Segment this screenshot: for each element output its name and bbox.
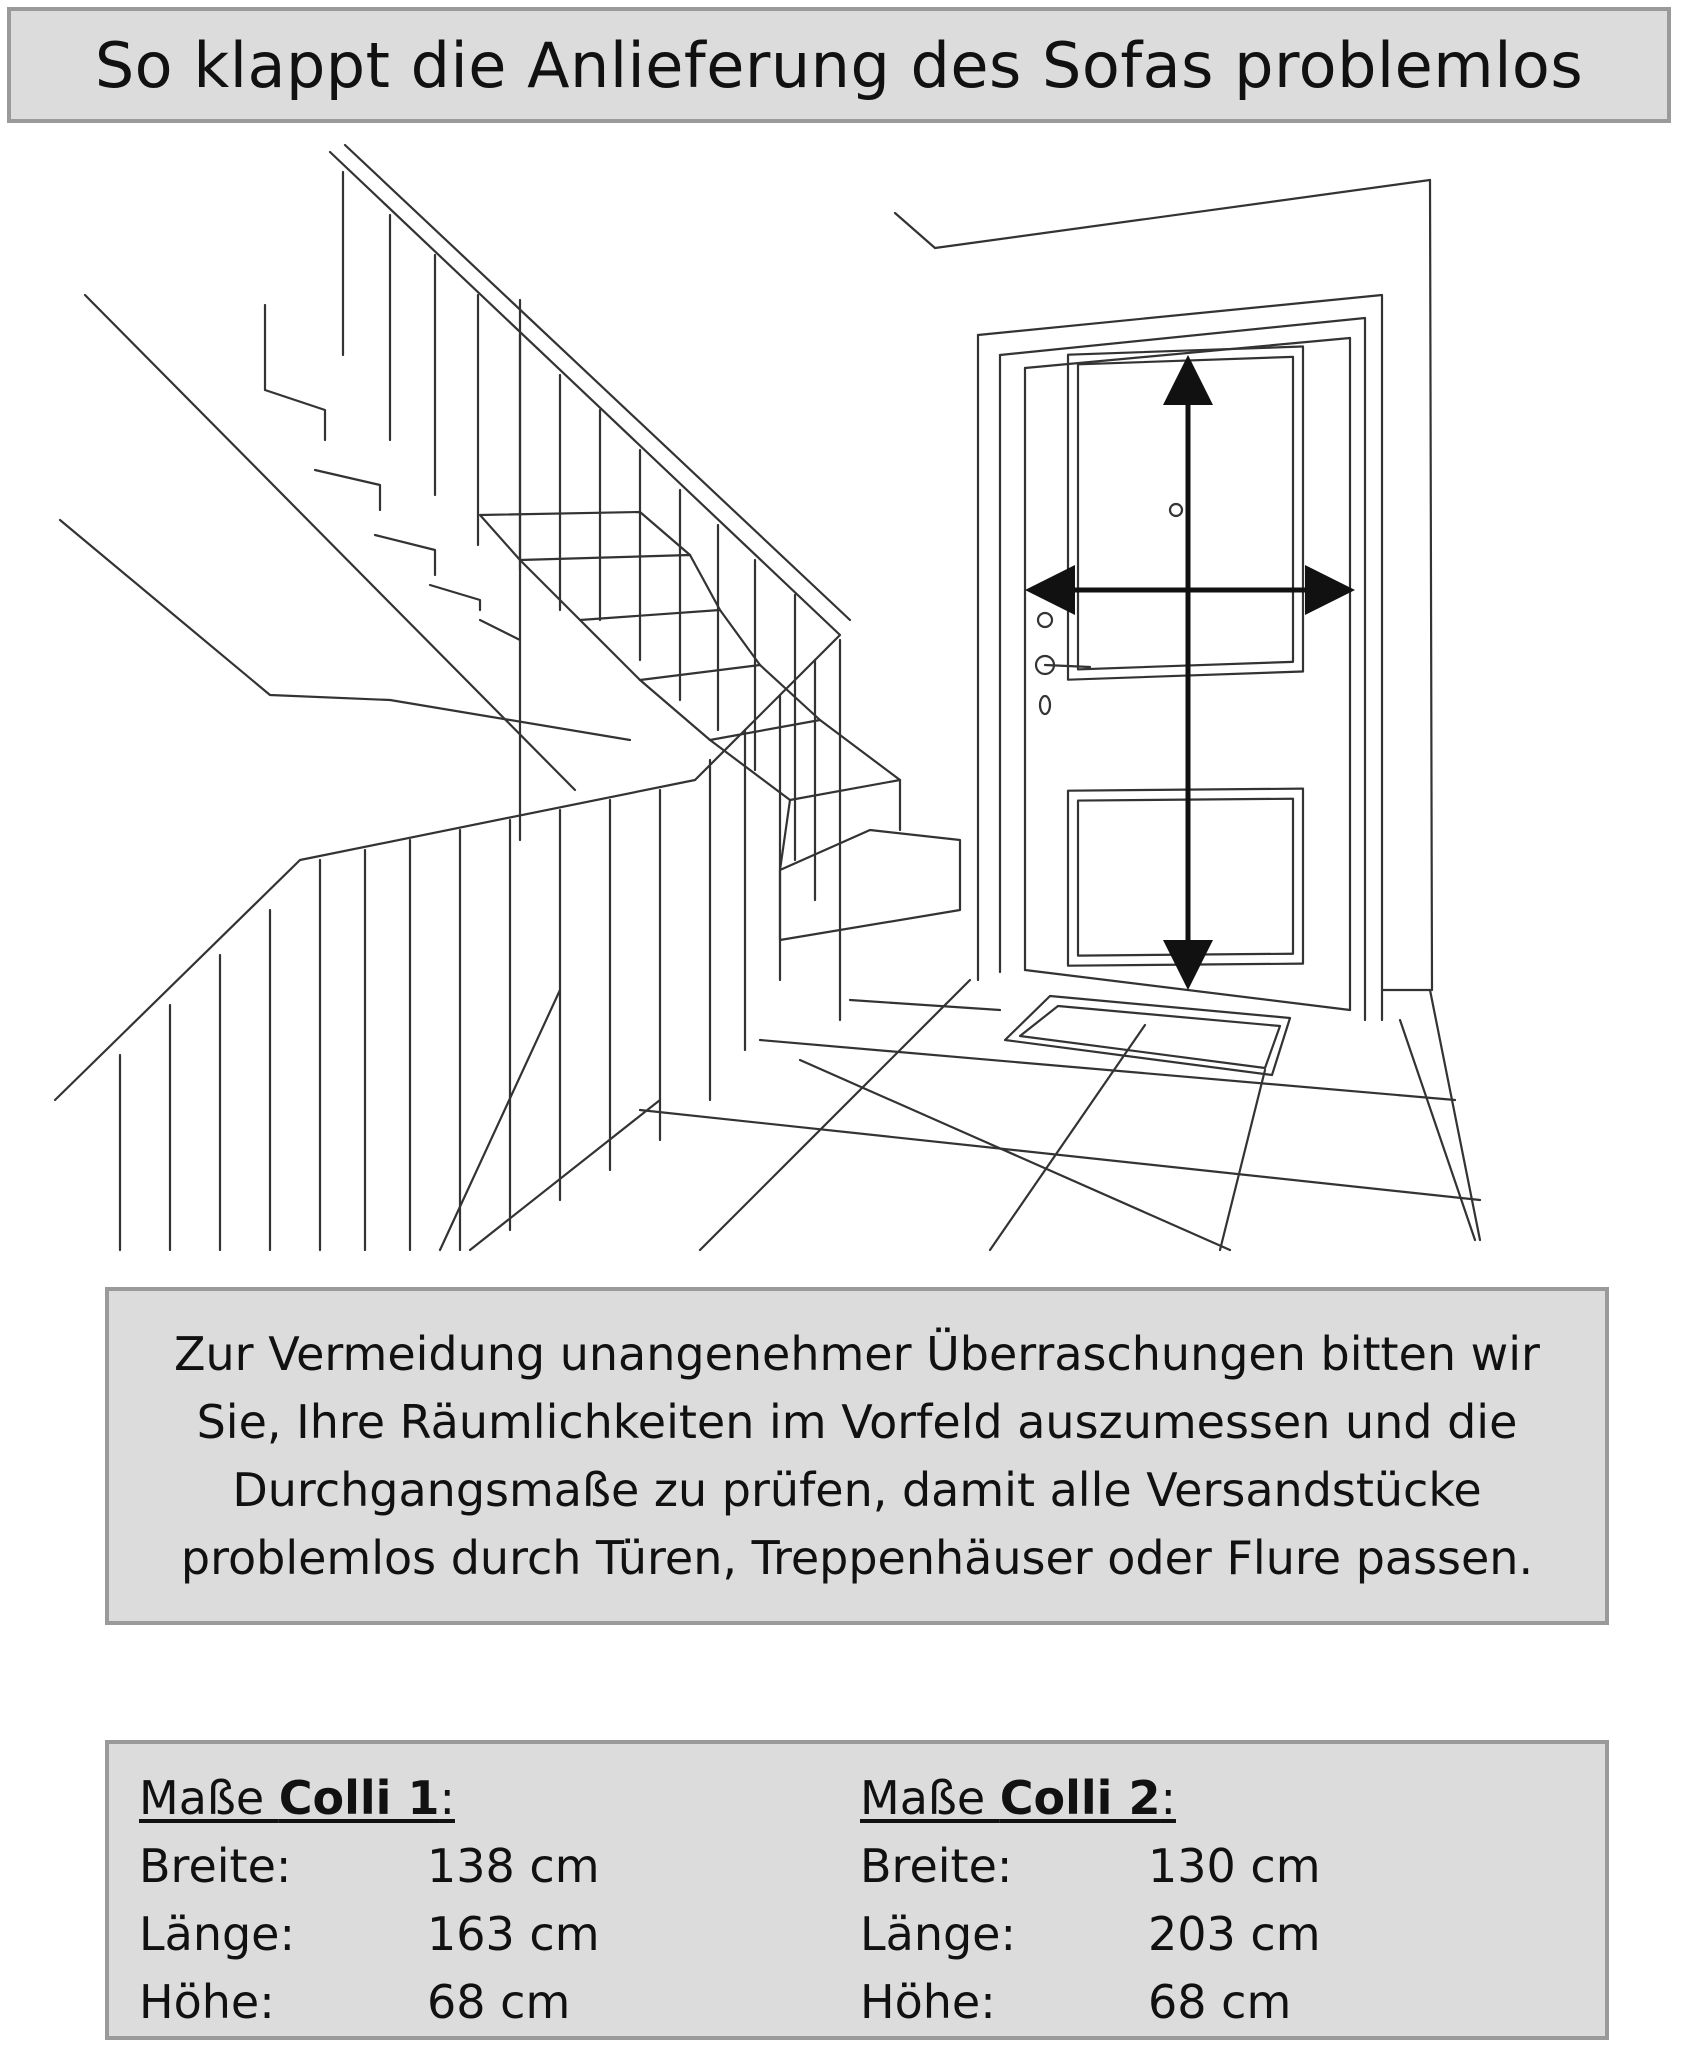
colli-1-block: [139, 1764, 600, 2036]
colli-2-prefix: Maße: [860, 1771, 1000, 1825]
dimension-label: Länge:: [139, 1907, 295, 1961]
colli-2-title: [860, 1764, 1321, 1832]
colli-1-title: [139, 1764, 600, 1832]
info-box: [105, 1287, 1609, 1625]
dimension-value: 68 cm: [427, 1975, 571, 2029]
colli-2-name: Colli 2: [999, 1771, 1161, 1825]
info-text: Zur Vermeidung unangenehmer Überraschungen bitten wir Sie, Ihre Räumlichkeiten im Vorfeld auszumessen und die Durchgangsmaße zu prüfen, damit alle Versandstücke problemlos durch Türen, Treppenhäuser oder Flure passen.: [174, 1327, 1540, 1585]
colli-2-suffix: :: [1160, 1771, 1176, 1825]
dimension-label: Höhe:: [139, 1975, 275, 2029]
dimensions-box: [105, 1740, 1609, 2040]
dimension-label: Höhe:: [860, 1975, 996, 2029]
colli-1-prefix: Maße: [139, 1771, 279, 1825]
dimension-label: Breite:: [860, 1839, 1013, 1893]
colli-1-row-hoehe: [139, 1968, 600, 2036]
dimension-value: 68 cm: [1148, 1975, 1292, 2029]
colli-1-suffix: :: [439, 1771, 455, 1825]
colli-1-name: Colli 1: [278, 1771, 440, 1825]
colli-1-row-laenge: [139, 1900, 600, 1968]
dimension-label: Breite:: [139, 1839, 292, 1893]
dimension-value: 163 cm: [427, 1907, 600, 1961]
hallway-illustration: [0, 140, 1683, 1270]
colli-2-row-hoehe: [860, 1968, 1321, 2036]
dimension-value: 130 cm: [1148, 1839, 1321, 1893]
dimension-value: 203 cm: [1148, 1907, 1321, 1961]
colli-2-row-breite: [860, 1832, 1321, 1900]
dimension-label: Länge:: [860, 1907, 1016, 1961]
colli-1-row-breite: [139, 1832, 600, 1900]
colli-2-block: [860, 1764, 1321, 2036]
colli-2-row-laenge: [860, 1900, 1321, 1968]
page-title-box: [7, 7, 1671, 123]
dimension-value: 138 cm: [427, 1839, 600, 1893]
page-title: So klappt die Anlieferung des Sofas problemlos: [94, 28, 1584, 102]
hallway-sketch-svg: [0, 140, 1683, 1270]
